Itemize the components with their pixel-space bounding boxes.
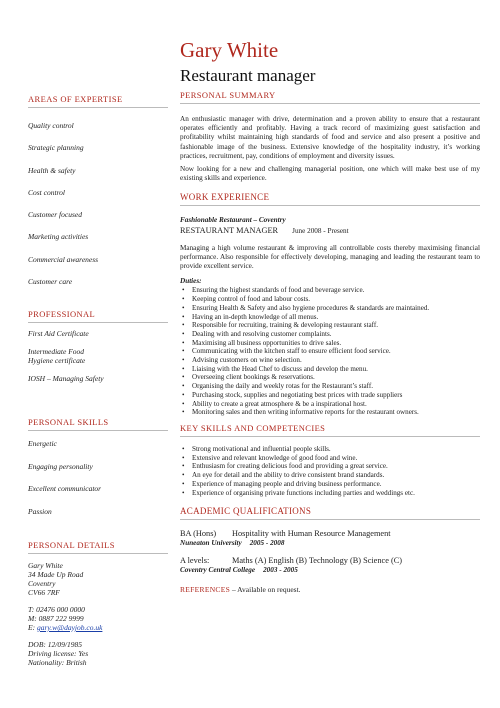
mobile: M: 0887 222 9999 [28, 614, 84, 623]
email-row [28, 623, 168, 632]
university-row [180, 539, 480, 548]
college-name: Coventry Central College [180, 566, 256, 575]
address-line: CV66 7RF [28, 588, 60, 597]
list-item: Cost control [28, 187, 66, 197]
section-heading: PERSONAL SUMMARY [180, 90, 276, 100]
list-item: • Maximising all business opportunities to drive sales. [188, 339, 480, 348]
list-item: • Purchasing stock, supplies and negotiating best prices with trade suppliers [188, 391, 480, 400]
email-prefix: E: [28, 623, 37, 632]
list-item: Energetic [28, 439, 57, 448]
employer-name: Fashionable Restaurant – Coventry [180, 216, 286, 225]
academic-section [180, 506, 480, 575]
address-block [28, 561, 168, 597]
list-item: • Dealing with and resolving customer complaints. [188, 330, 480, 339]
list-item: • Ability to create a great atmosphere & be a inspirational host. [188, 400, 480, 409]
list-item: • Strong motivational and influential people skills. [188, 445, 480, 454]
driving-license: Driving license: Yes [28, 649, 89, 658]
duties-list [180, 286, 480, 417]
divider [28, 553, 168, 554]
list-item: • Ensuring the highest standards of food and beverage service. [188, 286, 480, 295]
summary-paragraph: An enthusiastic manager with drive, determination and a proven ability to ensure that a restaurant operates efficiently and profitably. Having a track record of maximizing guest satisfaction and profitability whilst maintaining high standards of food and service and also present a positive and fashionable image of the business. Extensive knowledge of the hospitality industry, it’s working practices, recruitment, pay, conditions of employment and diversity issues. [180, 115, 480, 160]
section-heading: PROFESSIONAL [28, 309, 96, 319]
list-item: • Advising customers on wine selection. [188, 356, 480, 365]
alevels-row [180, 556, 480, 566]
areas-of-expertise-section [28, 94, 168, 286]
list-item: Intermediate Food Hygiene certificate [28, 347, 86, 365]
email-link[interactable]: gary.w@dayjob.co.uk [36, 623, 103, 632]
personal-summary-section [180, 90, 480, 183]
left-column [28, 94, 168, 667]
key-skills-section [180, 423, 480, 497]
address-line: 34 Made Up Road [28, 570, 84, 579]
section-heading: AREAS OF EXPERTISE [28, 94, 123, 104]
personal-skills-section [28, 417, 168, 516]
list-item: • Having an in-depth knowledge of all menus. [188, 313, 480, 322]
divider [28, 430, 168, 431]
telephone: T: 02476 000 0000 [28, 605, 85, 614]
address-line: Gary White [28, 561, 63, 570]
divider [180, 205, 480, 206]
section-heading: WORK EXPERIENCE [180, 192, 270, 203]
right-column [180, 90, 480, 594]
list-item: • Experience of organising private functions including parties and weddings etc. [188, 489, 480, 498]
alevels-grades: Maths (A) English (B) Technology (B) Science (C) [232, 556, 403, 566]
list-item: • Responsible for recruiting, training & developing restaurant staff. [188, 321, 480, 330]
cv-header [180, 38, 315, 86]
list-item: • Keeping control of food and labour costs. [188, 295, 480, 304]
divider [180, 103, 480, 104]
list-item: Customer care [28, 277, 73, 287]
list-item: • Experience of managing people and driving business performance. [188, 480, 480, 489]
role-row [180, 226, 480, 236]
list-item: • Communicating with the kitchen staff to ensure efficient food service. [188, 347, 480, 356]
college-row [180, 566, 480, 575]
work-experience-section [180, 192, 480, 417]
list-item: IOSH – Managing Safety [28, 374, 104, 383]
list-item: • Monitoring sales and then writing informative reports for the restaurant owners. [188, 408, 480, 417]
divider [28, 107, 168, 108]
date-of-birth: DOB: 12/09/1985 [28, 640, 82, 649]
degree-name: Hospitality with Human Resource Management [232, 529, 391, 539]
list-item: Health & safety [28, 165, 76, 175]
section-heading: ACADEMIC QUALIFICATIONS [180, 506, 312, 517]
degree-label: BA (Hons) [180, 529, 217, 539]
alevels-label: A levels: [180, 556, 210, 566]
section-heading: REFERENCES [180, 584, 231, 594]
personal-details-section [28, 540, 168, 667]
list-item: First Aid Certificate [28, 329, 89, 338]
nationality: Nationality: British [28, 658, 87, 667]
references-section [180, 585, 480, 594]
list-item: Strategic planning [28, 143, 84, 153]
list-item: Quality control [28, 121, 74, 130]
university-name: Nuneaton University [180, 539, 242, 548]
divider [180, 436, 480, 437]
duties-label: Duties: [180, 277, 202, 286]
college-dates: 2003 - 2005 [263, 566, 298, 575]
list-item: Engaging personality [28, 461, 93, 471]
section-heading: PERSONAL SKILLS [28, 417, 109, 427]
role-dates: June 2008 - Present [292, 226, 349, 235]
list-item: • An eye for detail and the ability to drive consistent brand standards. [188, 471, 480, 480]
list-item: • Extensive and relevant knowledge of good food and wine. [188, 454, 480, 463]
list-item: Excellent communicator [28, 484, 102, 493]
role-title: RESTAURANT MANAGER [180, 225, 279, 235]
role-description: Managing a high volume restaurant & improving all controllable costs thereby maximising financial performance. Also responsible for effectively developing, managing and leading the restaurant team to provide excellent service. [180, 243, 480, 271]
list-item: • Enthusiasm for creating delicious food and providing a great service. [188, 462, 480, 471]
personal-info-block [28, 640, 168, 667]
contact-block [28, 605, 168, 632]
section-heading: KEY SKILLS AND COMPETENCIES [180, 422, 326, 433]
degree-row [180, 529, 480, 539]
candidate-name: Gary White [180, 38, 279, 62]
university-dates: 2005 - 2008 [249, 539, 285, 548]
list-item: Commercial awareness [28, 254, 99, 264]
professional-section [28, 309, 168, 383]
list-item: • Organising the daily and weekly rotas for the Restaurant’s staff. [188, 382, 480, 391]
key-skills-list [180, 445, 480, 497]
list-item: Marketing activities [28, 232, 89, 242]
list-item: Customer focused [28, 210, 82, 220]
list-item: Passion [28, 506, 52, 516]
list-item: • Ensuring Health & Safety and also hygiene procedures & standards are maintained. [188, 304, 480, 313]
list-item: • Liaising with the Head Chef to discuss and develop the menu. [188, 365, 480, 374]
job-title: Restaurant manager [180, 66, 316, 85]
address-line: Coventry [28, 579, 56, 588]
list-item: • Overseeing client bookings & reservations. [188, 373, 480, 382]
references-text: – Available on request. [230, 584, 301, 594]
section-heading: PERSONAL DETAILS [28, 540, 115, 550]
divider [180, 519, 480, 520]
divider [28, 322, 168, 323]
summary-paragraph: Now looking for a new and challenging managerial position, one which will make best use of my existing skills and experience. [180, 165, 480, 183]
